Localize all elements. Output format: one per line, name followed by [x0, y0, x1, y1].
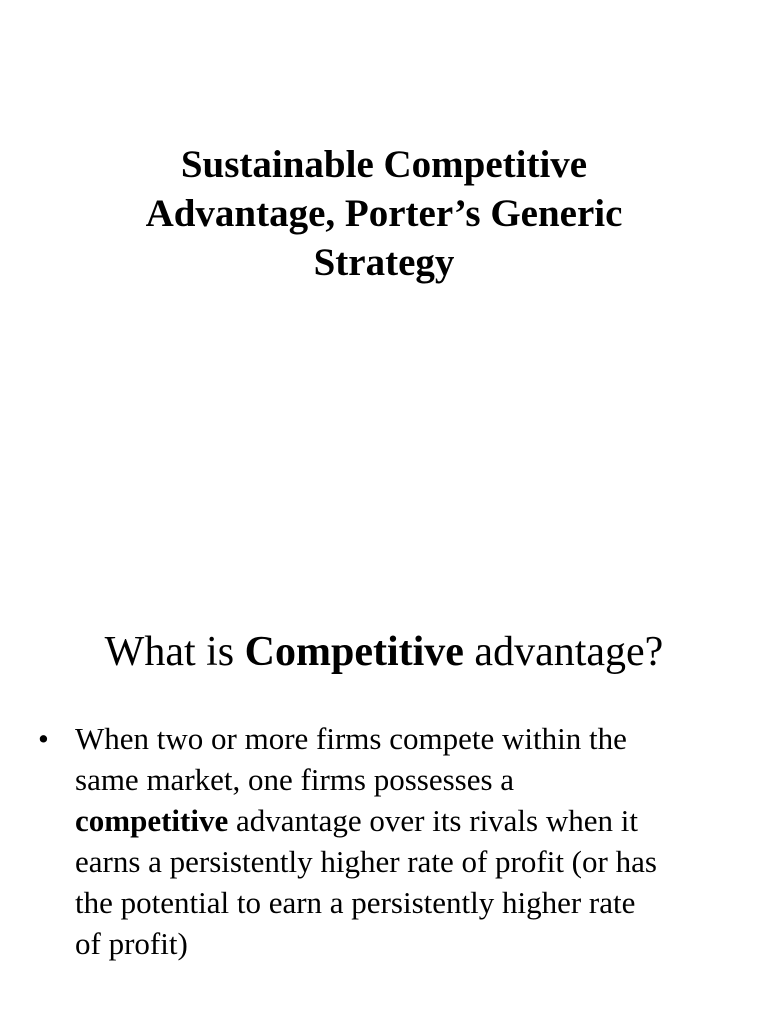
title-line-1: Sustainable Competitive [180, 143, 588, 186]
bullet-line-6: of profit) [75, 926, 188, 961]
bullet-line-5: the potential to earn a persistently higher rate [75, 885, 636, 920]
slide-competitive-advantage [0, 576, 768, 1024]
bullet-line-3: advantage over its rivals when it [228, 803, 638, 838]
bullet-bold-word: competitive [75, 803, 229, 838]
bullet-line-1: When two or more firms compete within the [75, 721, 627, 756]
title-line-3: Strategy [313, 241, 455, 284]
heading-prefix: What is [104, 629, 245, 675]
list-item [38, 718, 728, 964]
bullet-line-2: same market, one firms possesses a [75, 762, 515, 797]
bullet-marker: • [38, 721, 49, 756]
title-line-2: Advantage, Porter’s Generic [145, 192, 623, 235]
heading-suffix: advantage? [463, 629, 664, 675]
slide-title-heading [60, 140, 708, 287]
bullet-line-4: earns a persistently higher rate of profit (or has [75, 844, 657, 879]
slide-2-heading [20, 627, 748, 677]
heading-bold-word: Competitive [244, 629, 464, 675]
bullet-list [38, 718, 728, 964]
